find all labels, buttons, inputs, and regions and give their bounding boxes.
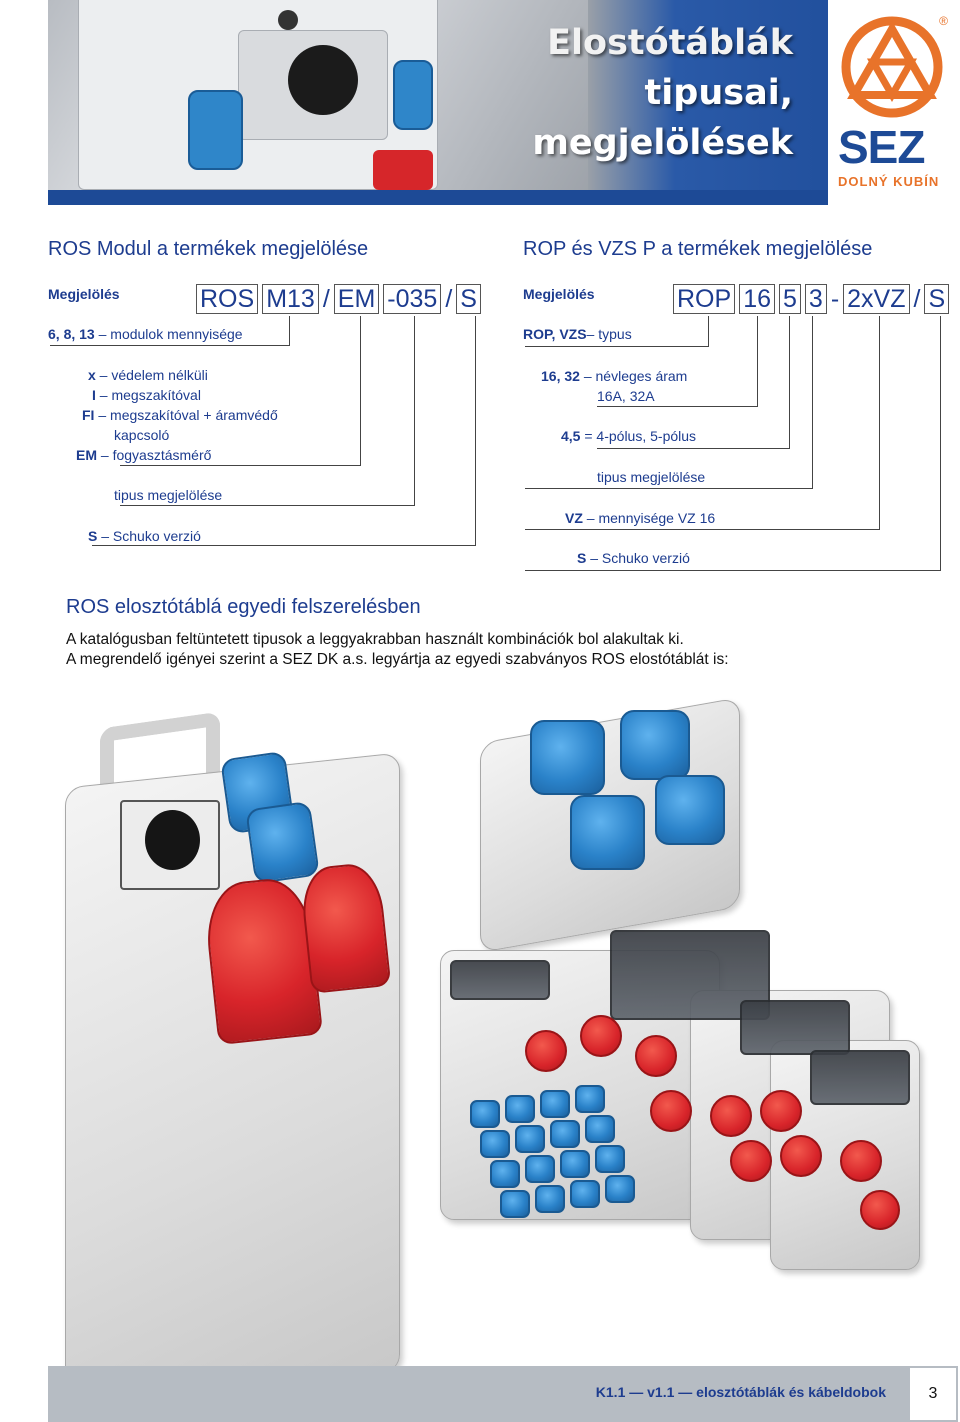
schuko-socket-small: [585, 1115, 615, 1143]
schuko-socket: [620, 710, 690, 780]
rop-code-part: 5: [779, 284, 801, 314]
cee-socket-small: [780, 1135, 822, 1177]
breaker-cover: [810, 1050, 910, 1105]
rop-code-separator: /: [913, 284, 921, 313]
ros-code-part: -035: [383, 284, 441, 314]
ros-line-protection-h: [120, 465, 361, 466]
schuko-socket-small: [560, 1150, 590, 1178]
ros-line-type-v: [414, 316, 415, 506]
ros-code-part: M13: [262, 284, 319, 314]
rop-typus-row: ROP, VZS– typus: [523, 326, 632, 342]
registered-mark: ®: [939, 14, 948, 28]
schuko-socket-small: [595, 1145, 625, 1173]
ros-code-part: EM: [334, 284, 380, 314]
rop-label: Megjelölés: [523, 286, 595, 302]
footer-text: K1.1 — v1.1 — elosztótáblák és kábeldobok: [595, 1384, 886, 1400]
ros-line-schuko-h: [92, 545, 476, 546]
rop-line-current-h: [597, 406, 758, 407]
header-product-photo: [48, 0, 588, 190]
schuko-socket: [570, 795, 645, 870]
page-title: [532, 18, 793, 168]
ros-protection-key: I: [92, 387, 96, 403]
ros-code-separator: /: [322, 284, 330, 313]
custom-section-title: ROS elosztótáblá egyedi felszerelésben: [66, 596, 421, 618]
rop-type-label: tipus megjelölése: [597, 469, 706, 485]
ros-schuko-key: S: [88, 528, 98, 544]
cee-socket-small: [760, 1090, 802, 1132]
cee-socket-small: [580, 1015, 622, 1057]
ros-protection-key: FI: [82, 407, 95, 423]
rop-vz-row: VZ – mennyisége VZ 16: [565, 510, 716, 526]
ros-line-schuko-v: [475, 316, 476, 546]
rop-line-schuko-h: [525, 570, 941, 571]
rop-code-part: ROP: [673, 284, 735, 314]
ros-protection-text: megszakítóval: [111, 387, 201, 403]
ros-enclosure: [65, 752, 400, 1407]
schuko-socket: [655, 775, 725, 845]
ros-label: Megjelölés: [48, 286, 120, 302]
ros-modules-row: 6, 8, 13 – modulok mennyisége: [48, 326, 243, 342]
rop-line-typus-v: [708, 316, 709, 347]
schuko-socket-small: [470, 1100, 500, 1128]
schuko-socket-small: [570, 1180, 600, 1208]
cee-socket-small: [860, 1190, 900, 1230]
cee-socket-small: [730, 1140, 772, 1182]
ros-code-separator: /: [445, 284, 453, 313]
rop-code-part: 16: [739, 284, 775, 314]
rop-vz-key: VZ: [565, 510, 583, 526]
schuko-socket-small: [605, 1175, 635, 1203]
ros-code-part: S: [456, 284, 481, 314]
ros-type-label: tipus megjelölése: [114, 487, 223, 503]
breaker-cover: [740, 1000, 850, 1055]
rop-line-vz-h: [525, 529, 880, 530]
rop-line-type-h: [525, 488, 813, 489]
ros-modules-key: 6, 8, 13: [48, 326, 95, 342]
schuko-socket-small: [515, 1125, 545, 1153]
rop-code-separator: -: [830, 284, 840, 313]
ros-section-title: ROS Modul a termékek megjelölése: [48, 238, 369, 260]
schuko-socket-small: [535, 1185, 565, 1213]
ros-protection-text: védelem nélküli: [111, 367, 208, 383]
ros-protection-item: FI – megszakítóval + áramvédő: [82, 407, 278, 423]
ros-schuko-text: Schuko verzió: [112, 528, 201, 544]
rop-schuko-text: Schuko verzió: [601, 550, 690, 566]
rop-typus-key: ROP, VZS: [523, 326, 587, 342]
rop-current-sub: 16A, 32A: [597, 388, 655, 404]
ros-modules-text: modulok mennyisége: [110, 326, 243, 342]
ros-line-protection-v: [360, 316, 361, 466]
ros-code: [196, 284, 485, 314]
schuko-socket-small: [540, 1090, 570, 1118]
logo-text: SEZ: [838, 121, 925, 173]
rop-code-part: S: [924, 284, 949, 314]
schuko-socket-small: [575, 1085, 605, 1113]
ros-protection-text: fogyasztásmérő: [112, 447, 212, 463]
rotary-switch-knob: [145, 810, 200, 870]
rop-code: [673, 284, 953, 314]
schuko-socket: [245, 801, 320, 884]
rop-poles-key: 4,5: [561, 428, 581, 444]
ros-protection-item: EM – fogyasztásmérő: [76, 447, 212, 463]
ros-protection-key: EM: [76, 447, 97, 463]
page-number: 3: [908, 1366, 958, 1422]
rop-current-row: 16, 32 – névleges áram: [541, 368, 688, 384]
page-footer: [48, 1366, 958, 1422]
rop-line-type-v: [812, 316, 813, 489]
ros-code-part: ROS: [196, 284, 258, 314]
ros-protection-item: x – védelem nélküli: [88, 367, 208, 383]
rop-code-part: 2xVZ: [843, 284, 909, 314]
schuko-socket-small: [505, 1095, 535, 1123]
schuko-socket-small: [500, 1190, 530, 1218]
title-line-3: megjelölések: [532, 123, 793, 163]
title-line-1: Elostótáblák: [547, 23, 793, 63]
rop-schuko-key: S: [577, 550, 587, 566]
ros-schuko-row: S – Schuko verzió: [88, 528, 201, 544]
title-line-2: tipusai,: [644, 73, 793, 113]
schuko-socket-small: [480, 1130, 510, 1158]
rop-line-current-v: [757, 316, 758, 407]
header-banner: [48, 0, 958, 205]
ros-line-modules-v: [289, 316, 290, 346]
cee-socket-small: [525, 1030, 567, 1072]
schuko-socket: [530, 720, 605, 795]
ros-line-modules-h: [50, 345, 290, 346]
schuko-socket-small: [550, 1120, 580, 1148]
rop-code-part: 3: [805, 284, 827, 314]
rop-current-text: névleges áram: [595, 368, 688, 384]
breaker-cover: [450, 960, 550, 1000]
schuko-socket-small: [490, 1160, 520, 1188]
rop-line-schuko-v: [940, 316, 941, 571]
rop-poles-row: [561, 428, 696, 444]
ros-protection-text: megszakítóval + áramvédő: [110, 407, 278, 423]
cee-socket-small: [840, 1140, 882, 1182]
product-photo: [50, 700, 950, 1340]
schuko-socket-small: [525, 1155, 555, 1183]
cee-socket-small: [710, 1095, 752, 1137]
rop-schuko-row: S – Schuko verzió: [577, 550, 690, 566]
rop-poles-text: = 4-pólus, 5-pólus: [584, 428, 697, 444]
ros-line-type-h: [120, 505, 415, 506]
rop-typus-text: typus: [598, 326, 632, 342]
cee-socket-small: [635, 1035, 677, 1077]
cee-socket-small: [650, 1090, 692, 1132]
sez-triangle-logo-icon: [836, 15, 948, 120]
ros-protection-item: I – megszakítóval: [92, 387, 201, 403]
rop-line-poles-v: [789, 316, 790, 449]
custom-text-line-2: A megrendelő igényei szerint a SEZ DK a.s. legyártja az egyedi szabványos ROS elostótáblát is:: [66, 651, 729, 668]
ros-protection-key: x: [88, 367, 96, 383]
rop-vz-text: mennyisége VZ 16: [598, 510, 716, 526]
ros-protection-item: [114, 427, 169, 443]
rop-line-typus-h: [525, 346, 709, 347]
rop-line-poles-h: [597, 448, 790, 449]
ros-protection-text: kapcsoló: [114, 427, 170, 443]
rop-section-title: ROP és VZS P a termékek megjelölése: [523, 238, 873, 260]
rop-current-key: 16, 32: [541, 368, 580, 384]
sez-logo: [828, 0, 958, 205]
custom-text-line-1: A katalógusban feltüntetett tipusok a leggyakrabban használt kombinációk bol alakultak ki.: [66, 631, 684, 648]
rop-line-vz-v: [879, 316, 880, 530]
logo-city: DOLNÝ KUBÍN: [838, 174, 940, 189]
